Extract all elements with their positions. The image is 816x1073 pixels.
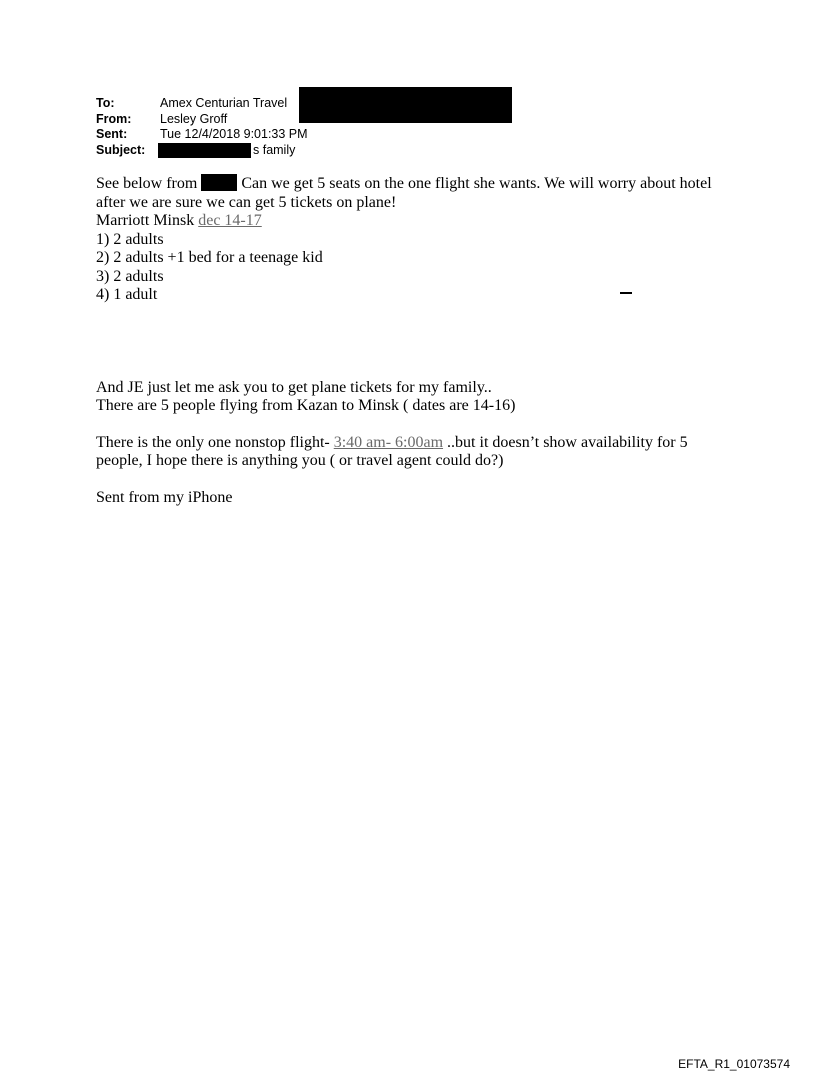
body-text: See below from [96, 175, 202, 192]
from-label: From: [96, 111, 132, 126]
signature: Sent from my iPhone [96, 488, 233, 506]
to-label: To: [96, 96, 115, 110]
body-text: ..but it doesn’t show availability for 5 [443, 433, 688, 451]
email-body [96, 174, 736, 507]
sent-label: Sent: [96, 127, 128, 141]
body-text: There is the only one nonstop flight- [96, 433, 334, 451]
document-id: EFTA_R1_01073574 [678, 1057, 790, 1071]
list-item: 1) 2 adults [96, 230, 164, 248]
to-row [96, 96, 308, 112]
body-line: people, I hope there is anything you ( or travel agent could do?) [96, 452, 504, 469]
redaction-box-subject [158, 143, 251, 158]
sent-value: Tue 12/4/2018 9:01:33 PM [160, 127, 308, 141]
spacer [96, 416, 736, 434]
redaction-box-recipient [299, 87, 512, 123]
list-item: 3) 2 adults [96, 267, 164, 285]
list-item: 4) 1 adult [96, 286, 158, 303]
time-link[interactable]: 3:40 am- 6:00am [333, 433, 444, 451]
dash-mark [620, 292, 632, 294]
spacer [96, 471, 736, 489]
from-value: Lesley Groff [160, 111, 228, 126]
body-line [96, 174, 736, 194]
body-line [96, 434, 736, 453]
body-line: And JE just let me ask you to get plane tickets for my family.. [96, 378, 492, 396]
body-line [96, 212, 736, 231]
date-link[interactable]: dec 14-17 [198, 212, 262, 229]
body-line: There are 5 people flying from Kazan to Minsk ( dates are 14-16) [96, 397, 516, 414]
subject-value: s family [253, 142, 296, 157]
body-text: Marriott Minsk [96, 212, 199, 229]
redaction-box-name [201, 174, 237, 191]
subject-label: Subject: [96, 142, 146, 157]
body-text: Can we get 5 seats on the one flight she wants. We will worry about hotel [237, 175, 712, 192]
spacer [96, 305, 736, 379]
list-item: 2) 2 adults +1 bed for a teenage kid [96, 249, 323, 266]
from-row [96, 112, 308, 128]
body-line: after we are sure we can get 5 tickets on plane! [96, 193, 397, 211]
sent-row [96, 127, 308, 143]
to-value: Amex Centurian Travel [160, 96, 288, 110]
